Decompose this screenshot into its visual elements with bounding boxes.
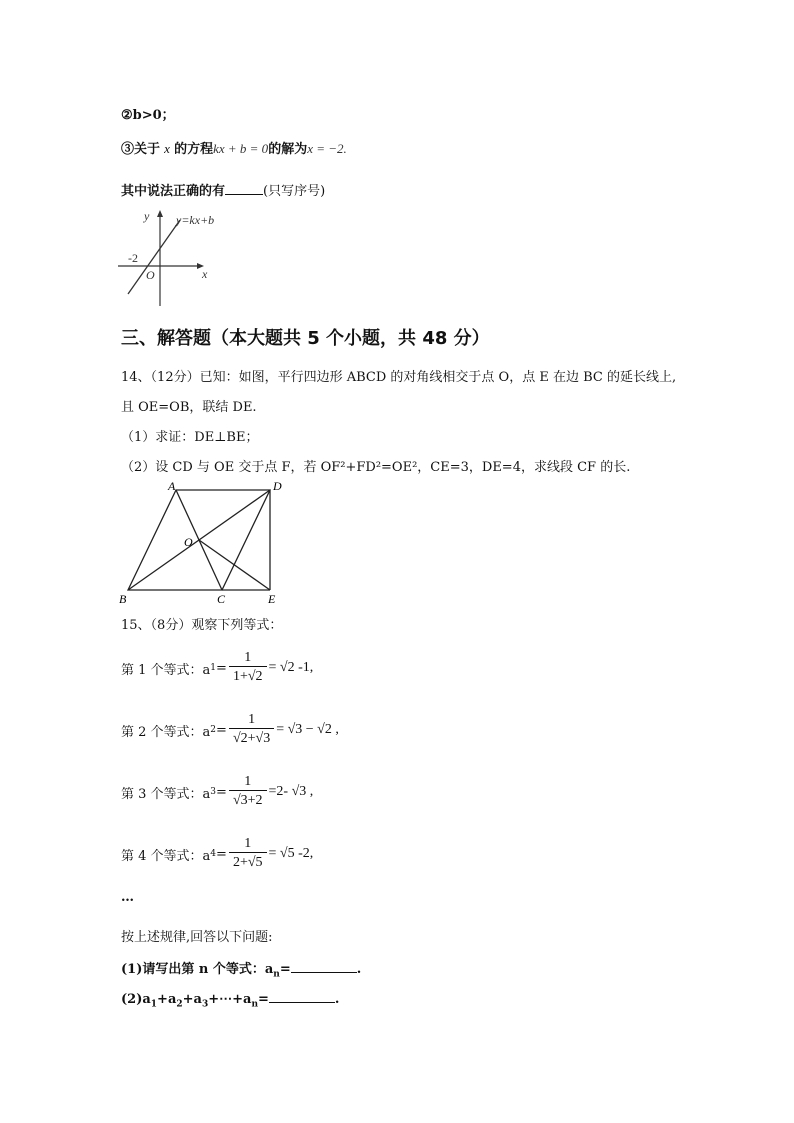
- q13-answer-line: [121, 180, 325, 199]
- q15-q1-sub: n: [273, 969, 280, 980]
- q15-eq4-rhs: = √5 -2,: [268, 846, 314, 861]
- q15-eq3-num: 1: [244, 774, 252, 789]
- q15-eq3-rhs: =2- √3 ,: [268, 784, 314, 799]
- q15-ellipsis: …: [121, 890, 134, 905]
- q15-eq2-rhs: = √3 − √2 ,: [276, 722, 339, 737]
- q15-eq4-num: 1: [244, 836, 252, 851]
- q13-item-3-mid2: 的解为: [268, 142, 308, 157]
- q13-origin-label: O: [146, 268, 155, 282]
- q15-q1-eq: =: [279, 962, 291, 977]
- q14-label-d: D: [273, 479, 282, 493]
- q14-segment-oe: [199, 540, 270, 590]
- q15-eq1-num: 1: [244, 650, 252, 665]
- q15-q2-dots: +⋯+a: [208, 992, 252, 1007]
- q15-equation-1: 第 1 个等式：a 1 = $\frac{1}{1+√2}$ = √2 -1,: [121, 650, 314, 684]
- q15-eq2-den: √2+√3: [229, 728, 274, 748]
- q13-intercept-label: -2: [128, 251, 138, 265]
- q14-label-e: E: [268, 592, 276, 606]
- q14-parallelogram-figure: [116, 478, 296, 608]
- q15-q1-period: .: [356, 962, 362, 977]
- q15-eq2-label: 第 2 个等式：a: [121, 724, 211, 740]
- q15-eq4-label: 第 4 个等式：a: [121, 848, 211, 864]
- q13-solution: x = −2.: [307, 141, 347, 156]
- q15-q1-text: (1)请写出第 n 个等式：a: [121, 962, 274, 977]
- q15-eq3-fraction: [229, 774, 267, 810]
- q15-q2-blank: [269, 990, 335, 1003]
- q13-linear-graph: [114, 206, 234, 308]
- q13-item-2: ②b>0；: [121, 108, 175, 123]
- q15-question-1: [121, 958, 361, 980]
- q15-equation-3: 第 3 个等式：a 3 = $\frac{1}{√3+2}$ =2- √3 ,: [121, 774, 314, 808]
- q15-eq1-fraction: [229, 650, 267, 686]
- q14-label-b: B: [119, 592, 127, 606]
- q15-stem: 15、（8分）观察下列等式：: [121, 618, 283, 633]
- q14-stem-line-1: 14、（12分）已知：如图，平行四边形 ABCD 的对角线相交于点 O，点 E 在边 BC 的延长线上,: [121, 370, 677, 385]
- q15-instruction: 按上述规律,回答以下问题:: [121, 930, 273, 945]
- q15-eq4-fraction: [229, 836, 267, 872]
- q15-eq4-den: 2+√5: [229, 852, 267, 872]
- q15-q2-plus1: +a: [157, 992, 177, 1007]
- q14-label-o: O: [184, 535, 193, 549]
- q15-eq3-sub: 3: [210, 787, 217, 797]
- q15-q2-eq: =: [258, 992, 269, 1007]
- q15-equation-2: 第 2 个等式：a 2 = $\frac{1}{√2+√3}$ = √3 − √2 ,: [121, 712, 339, 746]
- q13-x-label: x: [202, 267, 208, 281]
- q15-eq1-label: 第 1 个等式：a: [121, 662, 211, 678]
- q13-y-arrow: [157, 210, 163, 217]
- q13-equation: kx + b = 0: [213, 141, 269, 156]
- q14-part-1: （1）求证：DE⊥BE；: [121, 430, 259, 445]
- q14-stem-line-2: 且 OE=OB，联结 DE.: [121, 400, 257, 415]
- q13-answer-prefix: 其中说法正确的有: [121, 184, 226, 199]
- q15-question-2: $(2)a_1+a_2+a_3+\cdots+a_n=$ .: [121, 992, 340, 1010]
- q15-eq2-fraction: [229, 712, 274, 748]
- q15-equation-4: 第 4 个等式：a 4 = $\frac{1}{2+√5}$ = √5 -2,: [121, 836, 314, 870]
- q13-item-3: [121, 138, 347, 157]
- q15-q1-blank: [291, 960, 357, 973]
- q15-q2-a: (2)a: [121, 992, 151, 1007]
- q13-item-3-prefix: ③关于: [121, 142, 161, 157]
- q15-eq2-sub: 2: [210, 725, 217, 735]
- q14-label-c: C: [217, 592, 226, 606]
- q13-answer-blank: [225, 182, 263, 195]
- q13-item-3-mid: 的方程: [174, 142, 214, 157]
- q15-eq2-num: 1: [248, 712, 256, 727]
- q15-eq4-sub: 4: [210, 849, 217, 859]
- q15-eq1-rhs: = √2 -1,: [268, 660, 314, 675]
- section-3-title: 三、解答题（本大题共 5 个小题，共 48 分）: [121, 328, 490, 349]
- q13-function-label: y=kx+b: [176, 213, 215, 227]
- q13-y-label: y: [144, 209, 150, 223]
- q13-answer-suffix: (只写序号): [263, 184, 326, 199]
- q15-eq1-den: 1+√2: [229, 666, 267, 686]
- q13-item-3-var: x: [164, 141, 170, 156]
- q15-eq1-sub: 1: [210, 663, 217, 673]
- q15-q2-plus2: +a: [182, 992, 202, 1007]
- q14-part-2: （2）设 CD 与 OE 交于点 F，若 OF²+FD²=OE²，CE=3，DE=4，求线段 CF 的长.: [121, 460, 631, 475]
- q15-eq3-den: √3+2: [229, 790, 267, 810]
- q14-label-a: A: [168, 479, 176, 493]
- q15-eq3-label: 第 3 个等式：a: [121, 786, 211, 802]
- q15-q2-period: .: [334, 992, 340, 1007]
